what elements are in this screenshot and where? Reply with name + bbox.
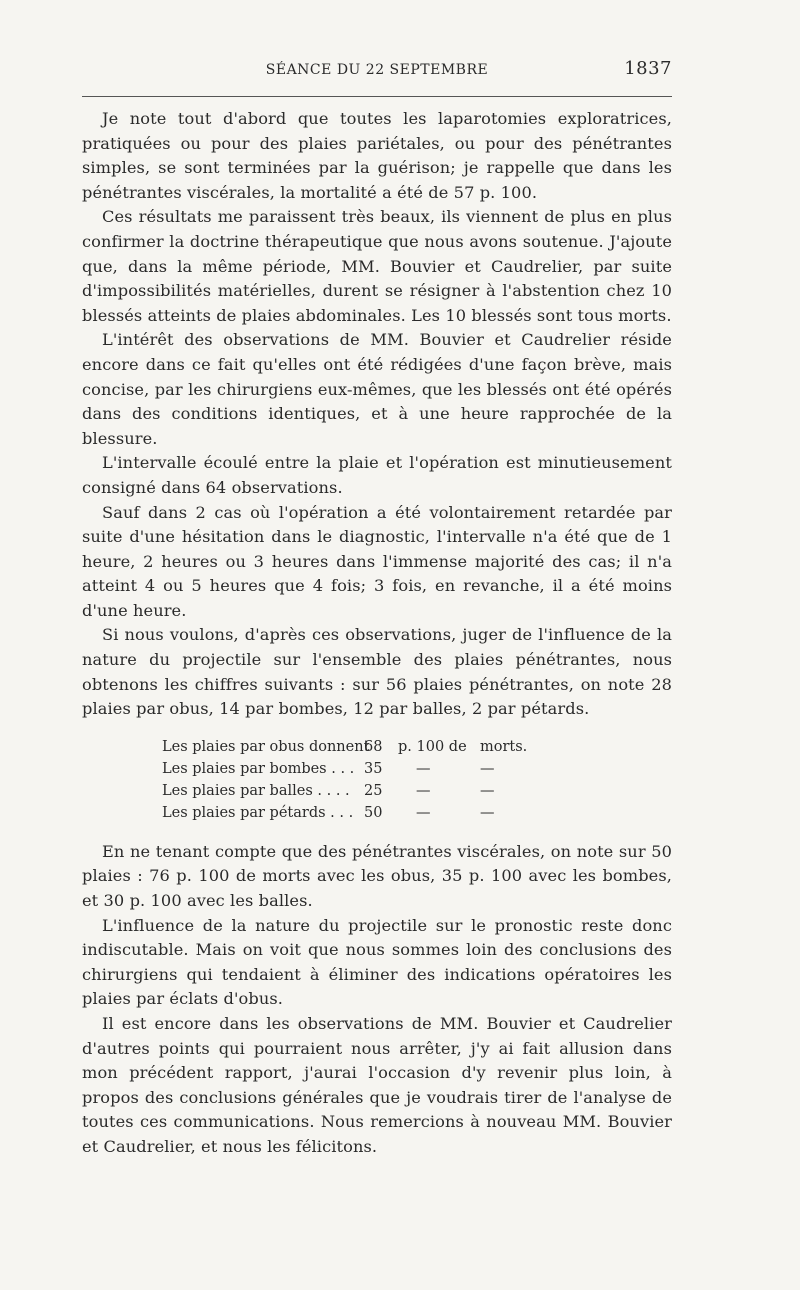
row-label: Les plaies par pétards . . . — [162, 804, 354, 821]
paragraph: Sauf dans 2 cas où l'opération a été volontairement retardée par suite d'une hésitation dans le diagnostic, l'intervalle n'a été que de 1 heure, 2 heures ou 3 heures dans l'immense majorité des cas; il n'a atteint 4 ou 5 heures que 4 fois; 3 fois, en revanche, il a été moins d'une heure. — [82, 502, 672, 620]
row-unit: — — [416, 760, 431, 777]
header-title: SÉANCE DU 22 SEPTEMBRE — [265, 62, 489, 78]
row-unit-2: — — [480, 760, 495, 777]
paragraph: Il est encore dans les observations de MM. Bouvier et Caudrelier d'autres points qui pourraient nous arrêter, j'y ai fait allusion dans mon précédent rapport, j'aurai l'occasion d'y revenir plus loin, à propos des conclusions générales que je voudrais tirer de l'analyse de toutes ces communications. Nous remercions à nouveau MM. Bouvier et Caudrelier, et nous les félicitons. — [82, 1014, 672, 1156]
row-value: 68 — [364, 738, 383, 755]
table-row — [162, 780, 672, 802]
row-unit: p. 100 de — [398, 738, 467, 755]
paragraph: L'intérêt des observations de MM. Bouvier et Caudrelier réside encore dans ce fait qu'elles ont été rédigées d'une façon brève, mais concise, par les chirurgiens eux-mêmes, que les blessés ont été opérés dans des conditions identiques, et à une heure rapprochée de la blessure. — [82, 330, 672, 448]
paragraph: En ne tenant compte que des pénétrantes viscérales, on note sur 50 plaies : 76 p. 100 de morts avec les obus, 35 p. 100 avec les bombes, et 30 p. 100 avec les balles. — [82, 841, 672, 911]
row-value: 50 — [364, 804, 383, 821]
row-unit-2: — — [480, 782, 495, 799]
row-unit: — — [416, 782, 431, 799]
row-unit: — — [416, 804, 431, 821]
paragraph: L'influence de la nature du projectile sur le pronostic reste donc indiscutable. Mais on voit que nous sommes loin des conclusions des chirurgiens qui tendaient à éliminer des indications opératoires les plaies par éclats d'obus. — [82, 915, 672, 1009]
paragraph: Ces résultats me paraissent très beaux, ils viennent de plus en plus confirmer la doctrine thérapeutique que nous avons soutenue. J'ajoute que, dans la même période, MM. Bouvier et Caudrelier, par suite d'impossibilités matérielles, durent se résigner à l'abstention chez 10 blessés atteints de plaies abdominales. Les 10 blessés sont tous morts. — [82, 207, 672, 325]
page-number: 1837 — [624, 58, 672, 79]
table-row — [162, 736, 672, 758]
page — [82, 56, 672, 1160]
row-label: Les plaies par balles . . . . — [162, 782, 350, 799]
row-label: Les plaies par bombes . . . — [162, 760, 355, 777]
row-unit-2: morts. — [480, 738, 528, 755]
paragraph: Je note tout d'abord que toutes les laparotomies exploratrices, pratiquées ou pour des plaies pariétales, ou pour des pénétrantes simples, se sont terminées par la guérison; je rappelle que dans les pénétrantes viscérales, la mortalité a été de 57 p. 100. — [82, 109, 672, 202]
row-value: 35 — [364, 760, 383, 777]
row-unit-2: — — [480, 804, 495, 821]
running-header — [82, 56, 672, 90]
paragraph: Si nous voulons, d'après ces observations, juger de l'influence de la nature du projectile sur l'ensemble des plaies pénétrantes, nous obtenons les chiffres suivants : sur 56 plaies pénétrantes, on note 28 plaies par obus, 14 par bombes, 12 par balles, 2 par pétards. — [82, 625, 672, 719]
table-row — [162, 802, 672, 824]
paragraph: L'intervalle écoulé entre la plaie et l'opération est minutieusement consigné dans 64 observations. — [82, 453, 672, 497]
table-row — [162, 758, 672, 780]
mortality-table — [162, 736, 672, 824]
row-value: 25 — [364, 782, 383, 799]
row-label: Les plaies par obus donnent — [162, 738, 370, 755]
header-rule — [82, 96, 672, 97]
